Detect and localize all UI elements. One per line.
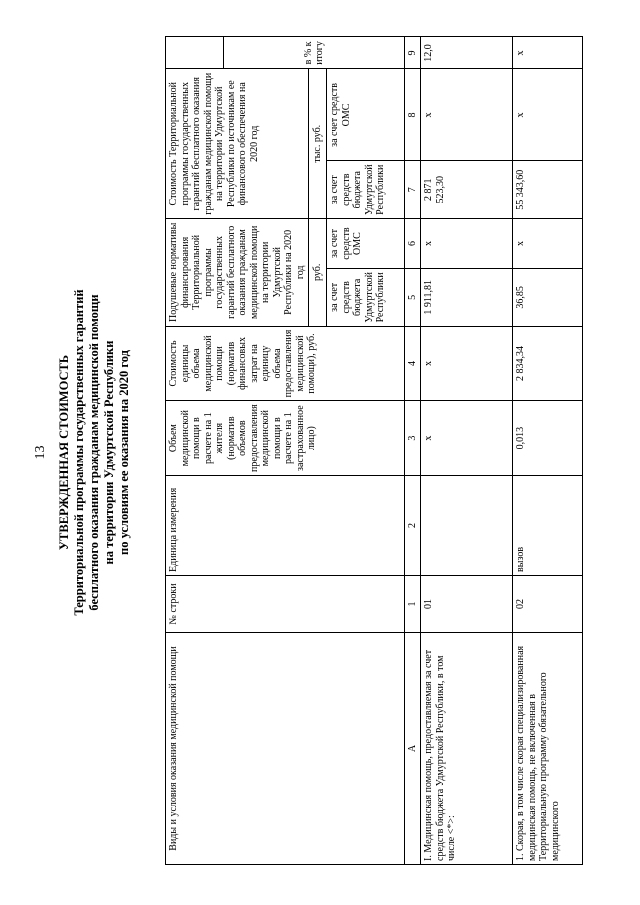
row-cost: 2 834,34 xyxy=(513,326,583,401)
col-number: 8 xyxy=(405,69,421,161)
table-row xyxy=(421,37,513,865)
header-per-capita-budget: за счет средств бюджета Удмуртской Республики xyxy=(327,269,405,327)
col-number: 9 xyxy=(405,37,421,69)
header-per-capita-oms: за счет средств ОМС xyxy=(327,219,405,269)
row-pct: х xyxy=(513,37,583,69)
col-number: 2 xyxy=(405,476,421,576)
col-number: 3 xyxy=(405,401,421,476)
row-t-budget: 2 871 523,30 xyxy=(421,161,513,219)
row-unit: вызов xyxy=(513,476,583,576)
cost-table xyxy=(165,36,583,865)
row-no: 01 xyxy=(421,576,513,633)
header-thous-rub: тыс. руб. xyxy=(309,69,327,219)
col-number: 4 xyxy=(405,326,421,401)
header-rub: руб. xyxy=(309,219,327,327)
page-title xyxy=(57,0,132,905)
row-volume: 0,013 xyxy=(513,401,583,476)
header-cost-total: Стоимость Территориальной программы государственных гарантий бесплатного оказания гражданам медицинской помощи на территории Удмуртской Республики по источникам ее финансового обеспечения на 2020 год xyxy=(166,69,309,219)
title-line-5: по условиям ее оказания на 2020 год xyxy=(117,350,131,555)
row-name: I. Медицинская помощь, предоставляемая за счет средств бюджета Удмуртской Республики, в том числе <*>: xyxy=(421,633,513,865)
row-t-oms: х xyxy=(421,69,513,161)
header-row-no: № строки xyxy=(166,576,405,633)
row-name: 1. Скорая, в том числе скорая специализированная медицинская помощь, не включенная в Территориальную программу обязательного медицинского xyxy=(513,633,583,865)
header-total-oms: за счет средств ОМС xyxy=(327,69,405,161)
row-t-oms: х xyxy=(513,69,583,161)
table-row xyxy=(513,37,583,865)
title-line-3: бесплатного оказания гражданам медицинской помощи xyxy=(87,294,101,611)
page-number: 13 xyxy=(33,445,48,460)
header-unit-cost: Стоимость единицы объема медицинской помощи (норматив финансовых затрат на единицу объема предоставления медицинской помощи), руб. xyxy=(166,326,405,401)
header-per-capita: Подушевые нормативы финансирования Территориальной программы государственных гарантий бесплатного оказания гражданам медицинской помощи на территории Удмуртской Республики на 2020 год xyxy=(166,219,309,327)
title-line-4: на территории Удмуртской Республики xyxy=(102,340,116,565)
header-unit: Единица измерения xyxy=(166,476,405,576)
row-t-budget: 55 343,60 xyxy=(513,161,583,219)
row-volume: х xyxy=(421,401,513,476)
col-number: 7 xyxy=(405,161,421,219)
col-number: 1 xyxy=(405,576,421,633)
row-pc-oms: х xyxy=(421,219,513,269)
header-volume: Объем медицинской помощи в расчете на 1 жителя (норматив объемов предоставления медицинской помощи в расчете на 1 застрахованное лицо) xyxy=(166,401,405,476)
column-numbers-row xyxy=(405,37,421,865)
title-line-2: Территориальной программы государственных гарантий xyxy=(72,289,86,616)
col-number: 5 xyxy=(405,269,421,327)
title-line-1: УТВЕРЖДЕННАЯ СТОИМОСТЬ xyxy=(57,354,71,551)
header-cost-spacer xyxy=(166,37,224,69)
header-pct-total: в % к итогу xyxy=(224,37,405,69)
row-pc-oms: х xyxy=(513,219,583,269)
row-unit xyxy=(421,476,513,576)
row-cost: х xyxy=(421,326,513,401)
row-no: 02 xyxy=(513,576,583,633)
row-pct: 12,0 xyxy=(421,37,513,69)
col-number: 6 xyxy=(405,219,421,269)
col-number: А xyxy=(405,633,421,865)
row-pc-budget: 1 911,81 xyxy=(421,269,513,327)
header-total-budget: за счет средств бюджета Удмуртской Республики xyxy=(327,161,405,219)
header-kinds: Виды и условия оказания медицинской помощи xyxy=(166,633,405,865)
row-pc-budget: 36,85 xyxy=(513,269,583,327)
